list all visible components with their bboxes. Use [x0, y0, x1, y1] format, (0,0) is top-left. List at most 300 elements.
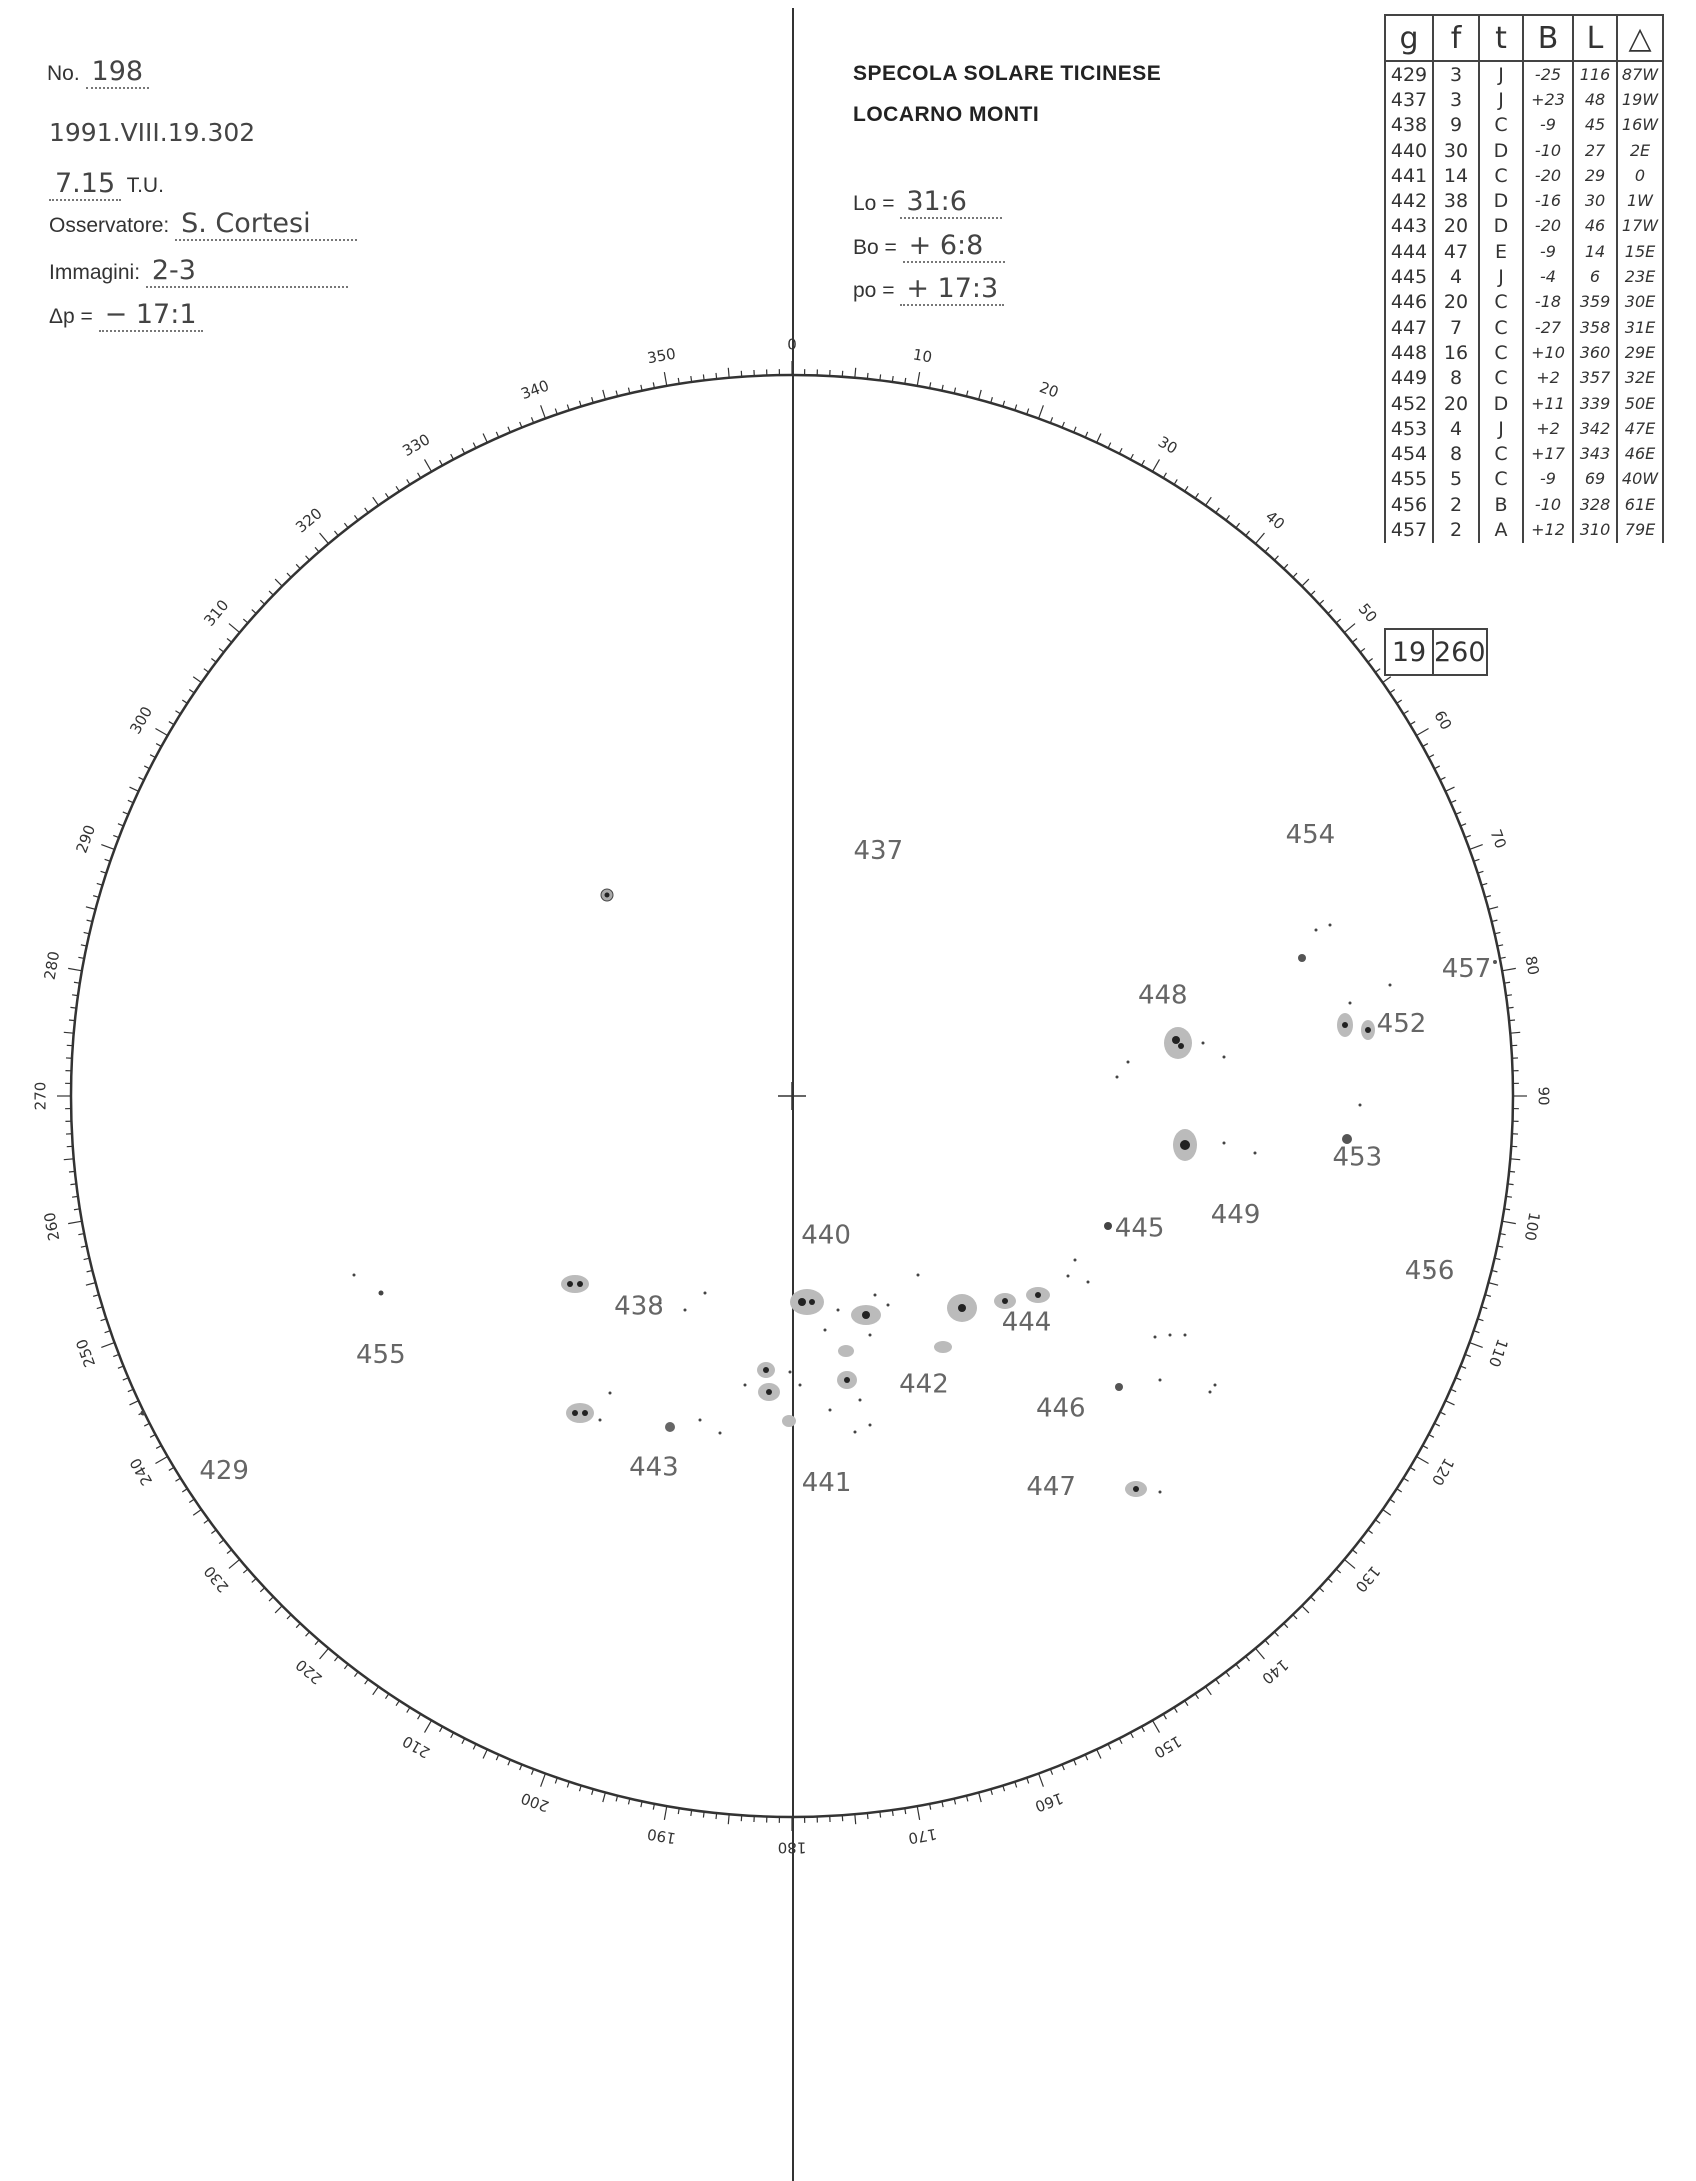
cmd: 1W [1617, 188, 1663, 213]
degree-tick [68, 1221, 82, 1223]
degree-tick [1119, 1738, 1122, 1743]
degree-label: 320 [292, 504, 326, 537]
degree-tick [1502, 1221, 1516, 1223]
institution-location: LOCARNO MONTI [853, 103, 1040, 126]
degree-tick [315, 547, 319, 552]
degree-tick [1508, 1007, 1514, 1008]
degree-tick [603, 1792, 606, 1802]
degree-tick [97, 1307, 103, 1309]
longitude: 48 [1573, 87, 1617, 112]
latitude: +10 [1523, 340, 1573, 365]
group-number: 455 [1385, 467, 1433, 492]
spot-455 [379, 1291, 384, 1296]
degree-tick [1445, 1401, 1454, 1405]
group-label: 442 [899, 1369, 949, 1400]
degree-tick [269, 591, 273, 595]
longitude: 360 [1573, 340, 1617, 365]
degree-tick [68, 968, 82, 970]
spot-count: 38 [1433, 188, 1479, 213]
degree-tick [579, 1785, 581, 1791]
degree-tick [1506, 1196, 1512, 1197]
group-number: 445 [1385, 264, 1433, 289]
degree-tick [1039, 405, 1044, 418]
group-number: 456 [1385, 492, 1433, 517]
degree-tick [1195, 1694, 1198, 1699]
degree-tick [979, 1792, 982, 1802]
longitude: 359 [1573, 290, 1617, 315]
group-label: 448 [1137, 980, 1188, 1011]
col-header-f: f [1433, 15, 1479, 61]
degree-tick [69, 1020, 75, 1021]
degree-tick [1142, 1727, 1145, 1732]
cmd: 29E [1617, 340, 1663, 365]
degree-tick [334, 1656, 338, 1661]
degree-tick [1488, 1283, 1498, 1286]
degree-tick [86, 907, 96, 910]
degree-tick [425, 1720, 432, 1732]
degree-tick [1226, 1672, 1230, 1677]
group-number: 447 [1385, 315, 1433, 340]
latitude: -10 [1523, 492, 1573, 517]
degree-tick [451, 454, 454, 459]
degree-tick [354, 515, 358, 520]
cmd: 2E [1617, 138, 1663, 163]
spot-count: 5 [1433, 467, 1479, 492]
degree-tick [1429, 755, 1434, 758]
degree-tick [64, 1159, 74, 1160]
group-type: D [1479, 188, 1523, 213]
latitude: -27 [1523, 315, 1573, 340]
degree-tick [1284, 564, 1288, 568]
degree-tick [344, 1664, 348, 1669]
degree-tick [473, 443, 476, 448]
longitude: 343 [1573, 441, 1617, 466]
degree-label: 160 [1032, 1788, 1066, 1816]
degree-tick [1216, 1679, 1220, 1684]
cmd: 61E [1617, 492, 1663, 517]
degree-tick [462, 1738, 465, 1743]
degree-tick [1423, 1446, 1428, 1449]
degree-tick [1255, 533, 1264, 544]
latitude: -20 [1523, 163, 1573, 188]
degree-tick [252, 1578, 256, 1582]
spot-443b [665, 1422, 675, 1432]
drawing-number-label: No. [47, 62, 80, 85]
degree-tick [144, 766, 149, 769]
spot-count: 2 [1433, 492, 1479, 517]
observation-time-label: T.U. [126, 174, 164, 197]
spot-441c [782, 1415, 796, 1427]
degree-tick [1397, 1489, 1402, 1492]
degree-label: 170 [906, 1824, 939, 1848]
degree-tick [855, 368, 856, 378]
degree-label: 290 [72, 822, 100, 856]
cmd: 15E [1617, 239, 1663, 264]
param-l0-label: Lo = [853, 192, 895, 215]
degree-tick [70, 1184, 76, 1185]
group-type: C [1479, 163, 1523, 188]
degree-tick [150, 1434, 155, 1437]
cmd: 79E [1617, 517, 1663, 542]
degree-tick [129, 787, 138, 791]
spot-457 [1493, 960, 1497, 964]
degree-tick [440, 1727, 443, 1732]
spot-454 [1298, 954, 1306, 962]
degree-label: 10 [911, 345, 934, 367]
degree-tick [1470, 1343, 1483, 1348]
degree-tick [579, 401, 581, 407]
degree-tick [1293, 573, 1297, 577]
cmd: 31E [1617, 315, 1663, 340]
degree-tick [716, 1813, 717, 1819]
degree-label: 240 [126, 1454, 157, 1489]
degree-tick [1481, 1307, 1487, 1309]
group-number: 453 [1385, 416, 1433, 441]
spot-count: 30 [1433, 138, 1479, 163]
degree-tick [1246, 531, 1250, 536]
degree-tick [219, 1540, 224, 1544]
degree-tick [365, 508, 369, 513]
degree-tick [1226, 515, 1230, 520]
group-number: 443 [1385, 214, 1433, 239]
spot-count: 20 [1433, 391, 1479, 416]
cmd: 87W [1617, 61, 1663, 87]
degree-tick [1383, 677, 1391, 683]
degree-tick [1397, 700, 1402, 703]
spot-count: 4 [1433, 416, 1479, 441]
degree-tick [1265, 1640, 1269, 1645]
degree-tick [917, 372, 919, 386]
cmd: 47E [1617, 416, 1663, 441]
degree-tick [1510, 1159, 1520, 1160]
degree-tick [150, 755, 155, 758]
group-label: 457 [1441, 954, 1492, 985]
group-type: B [1479, 492, 1523, 517]
degree-tick [1336, 1569, 1341, 1573]
degree-tick [1368, 1530, 1373, 1534]
longitude: 46 [1573, 214, 1617, 239]
degree-tick [691, 1810, 692, 1816]
institution-name: SPECOLA SOLARE TICINESE [853, 62, 1162, 85]
degree-tick [1108, 1744, 1111, 1749]
observer-value: S. Cortesi [175, 208, 357, 241]
degree-tick [1284, 1623, 1288, 1627]
cmd: 19W [1617, 87, 1663, 112]
degree-tick [1375, 669, 1380, 673]
param-p0-label: po = [853, 279, 895, 302]
degree-tick [483, 433, 487, 442]
latitude: -25 [1523, 61, 1573, 87]
degree-tick [260, 600, 264, 604]
degree-tick [211, 658, 216, 662]
degree-label: 100 [1520, 1210, 1544, 1243]
degree-tick [1416, 729, 1428, 736]
degree-tick [1509, 1020, 1515, 1021]
degree-tick [1163, 1714, 1166, 1719]
small-pores [353, 924, 1430, 1494]
degree-tick [703, 1812, 704, 1818]
degree-tick [269, 1597, 273, 1601]
degree-tick [1236, 523, 1240, 528]
group-labels [199, 820, 1491, 1502]
group-type: D [1479, 138, 1523, 163]
degree-tick [880, 1812, 881, 1818]
spot-count: 20 [1433, 214, 1479, 239]
degree-tick [892, 1810, 893, 1816]
degree-tick [1236, 1664, 1240, 1669]
latitude: +12 [1523, 517, 1573, 542]
degree-tick [86, 1283, 96, 1286]
longitude: 27 [1573, 138, 1617, 163]
degree-tick [243, 1569, 248, 1573]
degree-tick [1488, 907, 1498, 910]
degree-tick [1434, 766, 1439, 769]
degree-tick [473, 1744, 476, 1749]
degree-tick [275, 579, 282, 586]
degree-tick [1390, 689, 1395, 692]
drawing-number-value: 198 [86, 56, 150, 89]
latitude: +23 [1523, 87, 1573, 112]
degree-tick [691, 376, 692, 382]
degree-tick [1352, 638, 1357, 642]
degree-tick [1383, 1510, 1391, 1516]
spot-count: 4 [1433, 264, 1479, 289]
degree-tick [440, 460, 443, 465]
degree-tick [1108, 443, 1111, 448]
latitude: -16 [1523, 188, 1573, 213]
spot-443 [566, 1403, 594, 1423]
images-label: Immagini: [49, 261, 141, 284]
degree-tick [1368, 658, 1373, 662]
group-type: J [1479, 61, 1523, 87]
degree-label: 300 [126, 703, 157, 738]
degree-tick [1174, 1707, 1177, 1712]
degree-tick [728, 368, 729, 378]
degree-tick [1130, 1733, 1133, 1738]
group-label: 454 [1285, 820, 1336, 851]
delta-p-label: Δp = [49, 305, 93, 328]
group-label: 437 [853, 835, 904, 866]
degree-tick [1410, 1467, 1415, 1470]
group-number: 442 [1385, 188, 1433, 213]
degree-tick [664, 1806, 666, 1820]
degree-tick [227, 638, 232, 642]
group-type: C [1479, 340, 1523, 365]
degree-label: 210 [399, 1731, 434, 1762]
degree-tick [1434, 1423, 1439, 1426]
spot-446 [1115, 1383, 1123, 1391]
group-type: C [1479, 366, 1523, 391]
degree-tick [1097, 433, 1101, 442]
degree-tick [1502, 968, 1516, 970]
degree-tick [1153, 1720, 1160, 1732]
degree-tick [1429, 1434, 1434, 1437]
spot-count: 16 [1433, 340, 1479, 365]
degree-label: 330 [399, 430, 434, 461]
degree-tick [1153, 459, 1160, 471]
degree-tick [1319, 1588, 1323, 1592]
degree-tick [1440, 1412, 1445, 1415]
col-header-t: t [1479, 15, 1523, 61]
degree-tick [396, 486, 399, 491]
degree-tick [892, 376, 893, 382]
group-number: 448 [1385, 340, 1433, 365]
degree-tick [1195, 493, 1198, 498]
degree-tick [483, 1749, 487, 1758]
degree-tick [1039, 1774, 1044, 1787]
degree-tick [1510, 1032, 1520, 1033]
spot-count: 8 [1433, 441, 1479, 466]
group-label: 453 [1332, 1142, 1383, 1173]
latitude: -9 [1523, 467, 1573, 492]
group-number: 454 [1385, 441, 1433, 466]
group-type: J [1479, 87, 1523, 112]
degree-tick [1445, 787, 1454, 791]
degree-tick [1206, 1687, 1212, 1695]
degree-label: 250 [72, 1336, 100, 1370]
degree-tick [1163, 473, 1166, 478]
longitude: 45 [1573, 113, 1617, 138]
degree-tick [144, 1423, 149, 1426]
degree-tick [1481, 883, 1487, 885]
degree-tick [396, 1701, 399, 1706]
degree-tick [70, 1007, 76, 1008]
degree-tick [320, 1648, 329, 1659]
degree-tick [855, 1814, 856, 1824]
images-value: 2-3 [146, 255, 348, 288]
degree-label: 30 [1154, 432, 1181, 458]
cmd: 46E [1617, 441, 1663, 466]
degree-label: 270 [31, 1081, 50, 1111]
group-type: D [1479, 214, 1523, 239]
degree-tick [189, 1499, 194, 1502]
degree-tick [1119, 448, 1122, 453]
degree-tick [306, 1632, 310, 1636]
group-number: 449 [1385, 366, 1433, 391]
group-label: 449 [1210, 1200, 1261, 1231]
degree-tick [211, 1530, 216, 1534]
param-p0-value: + 17:3 [900, 273, 1004, 306]
degree-tick [917, 1806, 919, 1820]
degree-tick [1003, 401, 1005, 407]
degree-tick [129, 1401, 138, 1405]
degree-tick [175, 711, 180, 714]
degree-tick [101, 845, 114, 850]
col-header-g: g [1385, 15, 1433, 61]
degree-tick [373, 1687, 379, 1695]
spot-count: 7 [1433, 315, 1479, 340]
degree-tick [407, 1707, 410, 1712]
degree-tick [1265, 547, 1269, 552]
degree-tick [344, 523, 348, 528]
degree-tick [189, 689, 194, 692]
degree-tick [229, 1559, 240, 1568]
group-type: C [1479, 467, 1523, 492]
total-groups: 19 [1385, 629, 1433, 675]
degree-tick [880, 374, 881, 380]
degree-tick [1360, 648, 1365, 652]
degree-tick [1206, 497, 1212, 505]
degree-tick [219, 648, 224, 652]
param-l0-value: 31:6 [900, 186, 1002, 219]
degree-label: 90 [1534, 1086, 1553, 1106]
spot-count: 14 [1433, 163, 1479, 188]
group-label: 452 [1376, 1008, 1427, 1039]
degree-tick [156, 744, 161, 747]
degree-label: 230 [200, 1562, 233, 1596]
degree-tick [1185, 1701, 1188, 1706]
col-header-l: L [1573, 15, 1617, 61]
longitude: 116 [1573, 61, 1617, 87]
degree-tick [101, 1343, 114, 1348]
degree-tick [1344, 624, 1355, 633]
group-label: 438 [614, 1291, 664, 1322]
spot-445 [1104, 1222, 1112, 1230]
group-type: C [1479, 113, 1523, 138]
degree-tick [1142, 460, 1145, 465]
longitude: 357 [1573, 366, 1617, 391]
degree-tick [979, 390, 982, 400]
cmd: 16W [1617, 113, 1663, 138]
spot-count: 20 [1433, 290, 1479, 315]
group-number: 437 [1385, 87, 1433, 112]
group-label: 444 [1001, 1307, 1052, 1338]
group-type: A [1479, 517, 1523, 542]
degree-tick [1360, 1540, 1365, 1544]
group-label: 441 [801, 1468, 852, 1499]
degree-tick [315, 1640, 319, 1645]
degree-tick [204, 1520, 209, 1524]
group-number: 457 [1385, 517, 1433, 542]
degree-tick [354, 1672, 358, 1677]
degree-tick [193, 677, 201, 683]
longitude: 342 [1573, 416, 1617, 441]
degree-tick [243, 619, 248, 623]
degree-tick [703, 374, 704, 380]
degree-tick [275, 1606, 282, 1613]
degree-tick [867, 373, 868, 379]
degree-tick [296, 1623, 300, 1627]
spot-count: 3 [1433, 87, 1479, 112]
degree-tick [252, 610, 256, 614]
degree-tick [1302, 1606, 1309, 1613]
degree-tick [365, 1679, 369, 1684]
group-label: 443 [629, 1452, 679, 1483]
degree-tick [1246, 1656, 1250, 1661]
degree-tick [418, 1714, 421, 1719]
degree-tick [1470, 845, 1483, 850]
degree-tick [1403, 711, 1408, 714]
degree-tick [1097, 1749, 1101, 1758]
spot-444d [934, 1341, 952, 1353]
degree-tick [155, 729, 167, 736]
group-type: C [1479, 441, 1523, 466]
param-b0-label: Bo = [853, 236, 897, 259]
degree-tick [69, 1171, 75, 1172]
degree-tick [1274, 556, 1278, 560]
cmd: 50E [1617, 391, 1663, 416]
degree-tick [1352, 1550, 1357, 1554]
degree-label: 190 [645, 1824, 678, 1848]
observer-label: Osservatore: [49, 214, 170, 237]
degree-tick [1328, 610, 1332, 614]
cmd: 23E [1617, 264, 1663, 289]
degree-label: 350 [645, 344, 678, 368]
degree-tick [227, 1550, 232, 1554]
group-number: 438 [1385, 113, 1433, 138]
degree-tick [334, 531, 338, 536]
sunspots [141, 889, 1498, 1497]
